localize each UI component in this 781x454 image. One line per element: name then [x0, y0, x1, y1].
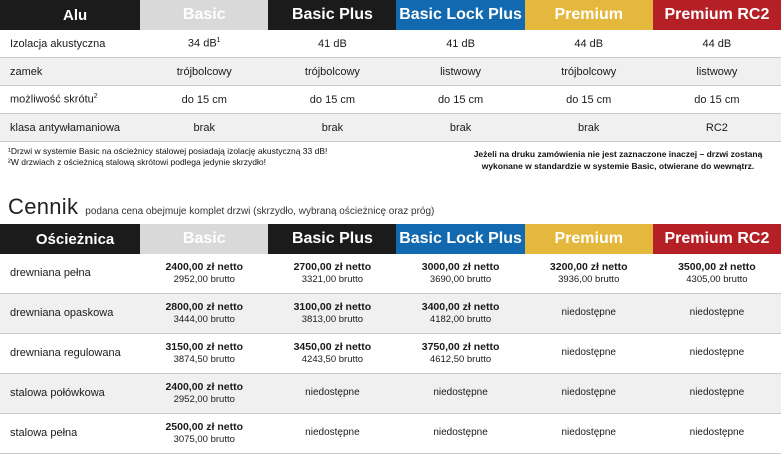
price-cell [396, 254, 524, 294]
price-cell [140, 334, 268, 374]
price-cell [653, 414, 781, 454]
price-row-drewniana-pelna [0, 254, 781, 294]
price-net: 3200,00 zł netto [549, 261, 628, 273]
spec-cell: 44 dB [525, 30, 653, 58]
price-gross: 3936,00 brutto [558, 274, 620, 286]
spec-cell: brak [396, 114, 524, 142]
price-row-label: stalowa połówkowa [0, 374, 140, 414]
price-row-drewniana-opaskowa [0, 294, 781, 334]
spec-header-premium: Premium [525, 0, 653, 30]
spec-row-label-text: możliwość skrótu [10, 93, 94, 106]
price-table-header-row [0, 224, 781, 254]
spec-cell [140, 30, 268, 58]
spec-row-skrot [0, 86, 781, 114]
price-cell [525, 374, 653, 414]
price-row-label: drewniana pełna [0, 254, 140, 294]
spec-cell: do 15 cm [396, 86, 524, 114]
price-gross: 2952,00 brutto [173, 394, 235, 406]
price-cell [525, 294, 653, 334]
footnotes [0, 146, 781, 186]
spec-header-alu: Alu [0, 0, 140, 30]
footnotes-left [8, 146, 368, 169]
price-gross: 3813,00 brutto [301, 314, 364, 326]
price-cell [268, 414, 396, 454]
price-gross: 4182,00 brutto [429, 314, 492, 326]
spec-header-premium-rc2: Premium RC2 [653, 0, 781, 30]
price-cell [396, 374, 524, 414]
footnote-2: ²W drzwiach z ościeżnicą stalową skrótowi podlega jedynie skrzydło! [8, 157, 266, 168]
price-gross: 3321,00 brutto [301, 274, 364, 286]
price-cell [268, 294, 396, 334]
price-row-label: drewniana opaskowa [0, 294, 140, 334]
price-net: 3150,00 zł netto [165, 341, 244, 353]
price-header-basic: Basic [140, 224, 268, 254]
price-cell [525, 334, 653, 374]
price-net: 3750,00 zł netto [421, 341, 500, 353]
footnote-marker-2: 2 [93, 93, 98, 101]
price-row-stalowa-pelna [0, 414, 781, 454]
price-unavailable: niedostępne [561, 347, 616, 359]
price-cell [396, 334, 524, 374]
cennik-subtitle: podana cena obejmuje komplet drzwi (skrzydło, wybraną ościeżnicę oraz próg) [85, 206, 435, 217]
spec-cell: trójbolcowy [525, 58, 653, 86]
price-unavailable: niedostępne [689, 347, 745, 359]
price-gross: 4305,00 brutto [686, 274, 748, 286]
price-unavailable: niedostępne [305, 427, 360, 439]
price-cell [653, 254, 781, 294]
price-cell [653, 334, 781, 374]
price-row-label: drewniana regulowana [0, 334, 140, 374]
spec-cell: brak [140, 114, 268, 142]
price-header-premium: Premium [525, 224, 653, 254]
spec-cell: trójbolcowy [140, 58, 268, 86]
order-notice-line-2: wykonane w standardzie w systemie Basic, otwierane do wewnątrz. [481, 161, 755, 172]
price-cell [268, 254, 396, 294]
order-notice-line-1: Jeżeli na druku zamówienia nie jest zaznaczone inaczej – drzwi zostaną [473, 149, 763, 159]
price-header-premium-rc2: Premium RC2 [653, 224, 781, 254]
price-unavailable: niedostępne [433, 387, 488, 399]
price-gross: 4243,50 brutto [301, 354, 364, 366]
price-cell [525, 254, 653, 294]
price-net: 2800,00 zł netto [165, 301, 244, 313]
spec-cell: RC2 [653, 114, 781, 142]
spec-row-label: klasa antywłamaniowa [0, 114, 140, 142]
price-header-basic-plus: Basic Plus [268, 224, 396, 254]
spec-header-basic-plus: Basic Plus [268, 0, 396, 30]
price-cell [268, 374, 396, 414]
order-notice [462, 148, 774, 173]
price-row-label: stalowa pełna [0, 414, 140, 454]
spec-header-basic-lock-plus: Basic Lock Plus [396, 0, 524, 30]
spec-cell: 44 dB [653, 30, 781, 58]
price-cell [653, 294, 781, 334]
spec-cell: do 15 cm [268, 86, 396, 114]
price-unavailable: niedostępne [561, 387, 616, 399]
spec-row-label: Izolacja akustyczna [0, 30, 140, 58]
price-cell [396, 294, 524, 334]
spec-row-izolacja [0, 30, 781, 58]
spec-cell: do 15 cm [653, 86, 781, 114]
spec-cell: do 15 cm [140, 86, 268, 114]
price-net: 3000,00 zł netto [421, 261, 500, 273]
price-net: 2500,00 zł netto [165, 421, 244, 433]
spec-cell: listwowy [653, 58, 781, 86]
price-cell [140, 254, 268, 294]
price-gross: 2952,00 brutto [173, 274, 235, 286]
price-header-osciieznica: Ościeżnica [0, 224, 140, 254]
price-unavailable: niedostępne [561, 427, 616, 439]
price-unavailable: niedostępne [433, 427, 488, 439]
spec-header-basic: Basic [140, 0, 268, 30]
price-unavailable: niedostępne [689, 307, 745, 319]
price-cell [396, 414, 524, 454]
spec-row-zamek [0, 58, 781, 86]
spec-table [0, 0, 781, 142]
price-unavailable: niedostępne [561, 307, 616, 319]
price-net: 2400,00 zł netto [165, 381, 244, 393]
spec-cell: 41 dB [396, 30, 524, 58]
price-unavailable: niedostępne [689, 427, 745, 439]
price-cell [140, 414, 268, 454]
price-cell [653, 374, 781, 414]
spec-cell: listwowy [396, 58, 524, 86]
footnote-marker-1: 1 [216, 37, 221, 45]
cennik-heading [8, 194, 781, 220]
spec-row-label: zamek [0, 58, 140, 86]
footnote-1: ¹Drzwi w systemie Basic na ościeżnicy stalowej posiadają izolację akustyczną 33 dB! [8, 146, 328, 156]
price-gross: 4612,50 brutto [429, 354, 492, 366]
price-cell [140, 374, 268, 414]
spec-table-header-row [0, 0, 781, 30]
price-net: 2400,00 zł netto [165, 261, 244, 273]
price-gross: 3075,00 brutto [173, 434, 235, 446]
spec-cell: brak [268, 114, 396, 142]
price-net: 3400,00 zł netto [421, 301, 500, 313]
price-net: 3450,00 zł netto [293, 341, 372, 353]
spec-cell-text: 34 dB [187, 37, 217, 50]
price-row-stalowa-polowkowa [0, 374, 781, 414]
price-gross: 3874,50 brutto [173, 354, 235, 366]
price-gross: 3690,00 brutto [429, 274, 492, 286]
price-table [0, 224, 781, 454]
price-header-basic-lock-plus: Basic Lock Plus [396, 224, 524, 254]
price-net: 3100,00 zł netto [293, 301, 372, 313]
price-net: 3500,00 zł netto [678, 261, 756, 273]
spec-cell: trójbolcowy [268, 58, 396, 86]
page-title: Cennik [8, 194, 79, 219]
spec-cell: 41 dB [268, 30, 396, 58]
spec-row-antywlamaniowa [0, 114, 781, 142]
price-net: 2700,00 zł netto [293, 261, 372, 273]
spec-cell: do 15 cm [525, 86, 653, 114]
price-row-drewniana-regulowana [0, 334, 781, 374]
price-cell [140, 294, 268, 334]
price-cell [268, 334, 396, 374]
price-unavailable: niedostępne [689, 387, 745, 399]
price-cell [525, 414, 653, 454]
spec-row-label [0, 86, 140, 114]
spec-cell: brak [525, 114, 653, 142]
price-unavailable: niedostępne [305, 387, 360, 399]
price-gross: 3444,00 brutto [173, 314, 235, 326]
